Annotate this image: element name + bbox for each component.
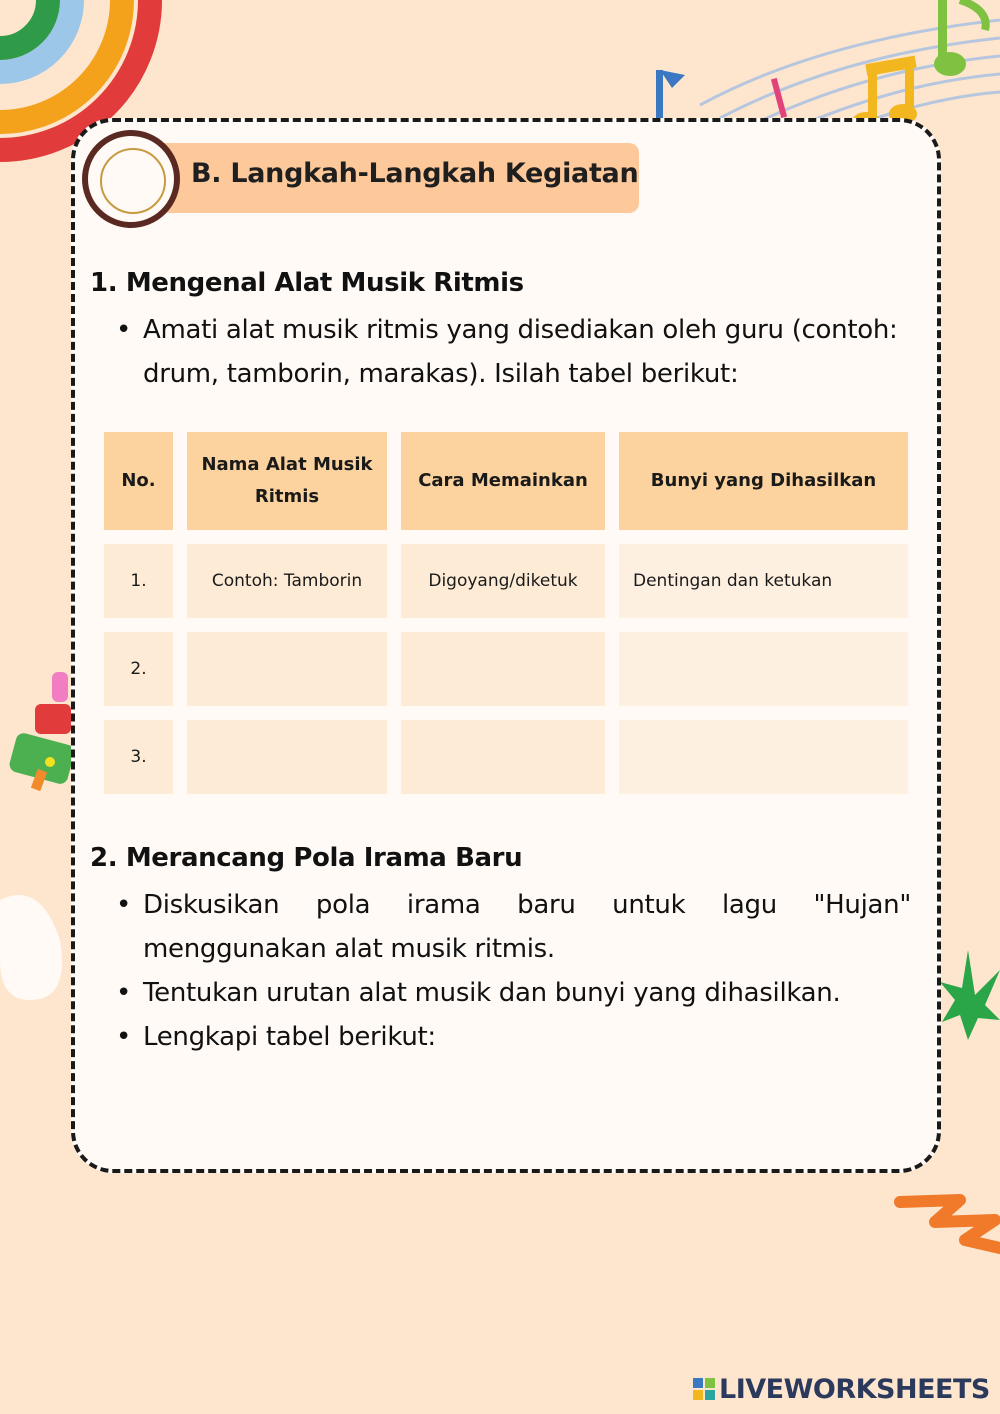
liveworksheets-logo[interactable] [693, 1374, 990, 1404]
bullet-icon: • [116, 1022, 132, 1052]
leaf-decoration-right [940, 950, 1000, 1040]
logo-grid-icon [693, 1378, 715, 1400]
table-cell[interactable]: Digoyang/diketuk [401, 544, 605, 618]
table-header-cell: Bunyi yang Dihasilkan [619, 432, 908, 530]
toy-decoration-left [0, 672, 76, 1000]
table-cell[interactable]: Dentingan dan ketukan [619, 544, 908, 618]
table-cell[interactable] [187, 632, 387, 706]
table-header-cell: Nama Alat Musik Ritmis [187, 432, 387, 530]
bullet-line: Lengkapi tabel berikut: [143, 1022, 436, 1052]
table-cell: 3. [104, 720, 173, 794]
bullet-line: Diskusikan pola irama baru untuk lagu "Hujan" [143, 890, 911, 920]
bullet-line: Tentukan urutan alat musik dan bunyi yang dihasilkan. [143, 978, 841, 1008]
bullet-line: Amati alat musik ritmis yang disediakan oleh guru (contoh: [143, 315, 898, 345]
table-cell[interactable] [187, 720, 387, 794]
bullet-icon: • [116, 315, 132, 345]
table-cell[interactable] [401, 632, 605, 706]
table-cell[interactable] [619, 632, 908, 706]
brand-name: LIVEWORKSHEETS [719, 1373, 990, 1405]
bullet-icon: • [116, 890, 132, 920]
table-header-cell: No. [104, 432, 173, 530]
bullet-line: drum, tamborin, marakas). Isilah tabel berikut: [143, 359, 739, 389]
bullet-icon: • [116, 978, 132, 1008]
music-notes-decoration [656, 0, 986, 132]
step1-heading: 1. Mengenal Alat Musik Ritmis [90, 268, 524, 298]
section-title: B. Langkah-Langkah Kegiatan [191, 158, 639, 189]
table-cell[interactable]: Contoh: Tamborin [187, 544, 387, 618]
table-cell: 2. [104, 632, 173, 706]
table-cell[interactable] [619, 720, 908, 794]
table-cell[interactable] [401, 720, 605, 794]
table-cell: 1. [104, 544, 173, 618]
table-header-cell: Cara Memainkan [401, 432, 605, 530]
bullet-line: menggunakan alat musik ritmis. [143, 934, 555, 964]
zigzag-decoration [900, 1200, 1000, 1248]
section-circle-icon [82, 130, 180, 228]
step2-heading: 2. Merancang Pola Irama Baru [90, 843, 523, 873]
